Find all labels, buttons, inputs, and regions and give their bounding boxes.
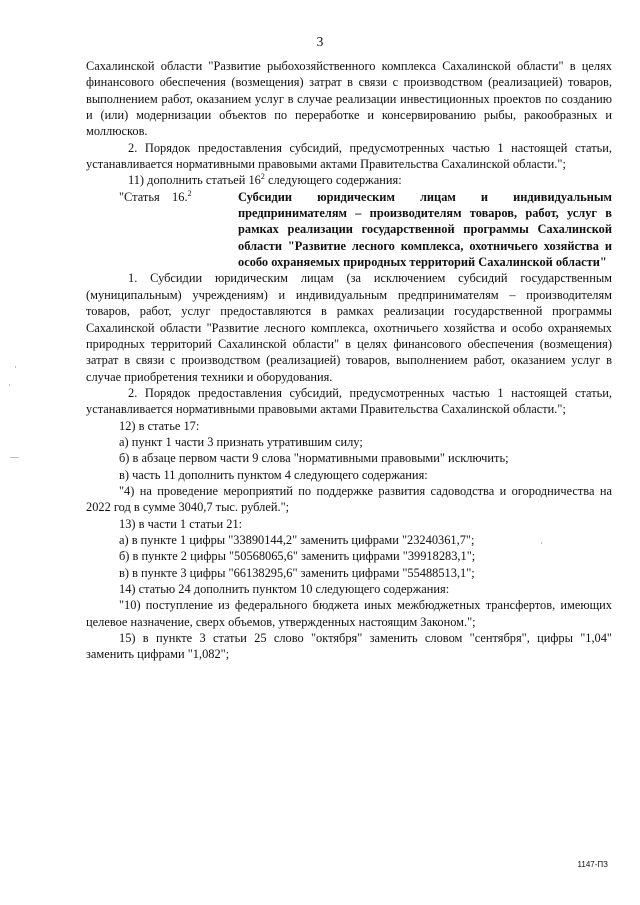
paragraph: "4) на проведение мероприятий по поддержке развития садоводства и огородничества на 2022 год в сумме 3040,7 тыс. рублей."; [86, 483, 612, 515]
text-run: следующего содержания: [264, 173, 402, 188]
article-label [86, 189, 238, 271]
scan-mark: · [8, 380, 11, 390]
page-number: 3 [316, 34, 324, 49]
superscript: 2 [187, 188, 192, 198]
article-heading [86, 189, 612, 271]
list-item: б) в абзаце первом части 9 слова "нормативными правовыми" исключить; [119, 451, 509, 466]
paragraph: Сахалинской области "Развитие рыбохозяйственного комплекса Сахалинской области" в целях финансового обеспечения (возмещения) затрат в связи с производством (реализацией) товаров, выполнением работ, оказанием услуг в случае реализации инвестиционных проектов по созданию и (или) модернизации объектов по переработке и консервированию рыбы, ракообразных и моллюсков. [86, 59, 612, 139]
paragraph: "10) поступление из федерального бюджета иных межбюджетных трансфертов, имеющих целевое назначение, сверх объемов, утвержденных настоящим Законом."; [86, 598, 612, 629]
scan-mark: ´ [540, 541, 543, 551]
scan-mark: — [10, 452, 19, 462]
list-item: а) пункт 1 части 3 признать утратившим силу; [119, 434, 363, 449]
list-item: в) часть 11 дополнить пунктом 4 следующего содержания: [119, 467, 428, 482]
document-code: 1147-ПЗ [577, 860, 608, 869]
article-label-text: "Статья 16. [119, 189, 188, 204]
list-item: 14) статью 24 дополнить пунктом 10 следующего содержания: [119, 582, 450, 596]
text-run: 11) дополнить статьей 16 [128, 173, 261, 188]
paragraph: 1. Субсидии юридическим лицам (за исключением субсидий государственным (муниципальным) учреждениям) и индивидуальным предпринимателям – производителям товаров, работ, услуг предоставляются в рамках реализации государственной программы Сахалинской области "Развитие лесного комплекса, охотничьего хозяйства и особо охраняемых природных территорий Сахалинской области" в целях финансового обеспечения (возмещения) затрат в связи с производством (реализацией) товаров, выполнением работ, оказанием услуг в случае приобретения техники и оборудования. [86, 271, 612, 384]
scan-mark: · [14, 362, 17, 372]
paragraph: 2. Порядок предоставления субсидий, предусмотренных частью 1 настоящей статьи, устанавливается нормативными правовыми актами Правительства Сахалинской области."; [86, 140, 612, 172]
paragraph: 15) в пункте 3 статьи 25 слово "октября" заменить словом "сентября", цифры "1,04" заменить цифрами "1,082"; [86, 631, 612, 662]
superscript: 2 [260, 172, 265, 182]
paragraph [86, 172, 612, 188]
list-item: б) в пункте 2 цифры "50568065,6" заменить цифрами "39918283,1"; [119, 549, 476, 564]
list-item: 12) в статье 17: [119, 418, 200, 433]
list-item: 13) в части 1 статьи 21: [119, 516, 243, 531]
list-item: а) в пункте 1 цифры "33890144,2" заменить цифрами "23240361,7"; [119, 532, 475, 547]
list-item: в) в пункте 3 цифры "66138295,6" заменить цифрами "55488513,1"; [119, 565, 475, 580]
paragraph: 2. Порядок предоставления субсидий, предусмотренных частью 1 настоящей статьи, устанавливается нормативными правовыми актами Правительства Сахалинской области."; [86, 385, 612, 417]
document-body [86, 58, 612, 663]
article-title: Субсидии юридическим лицам и индивидуальным предпринимателям – производителям товаров, работ, услуг в рамках реализации государственной программы Сахалинской области "Развитие лесного комплекса, охотничьего хозяйства и особо охраняемых природных территорий Сахалинской области" [238, 189, 612, 270]
